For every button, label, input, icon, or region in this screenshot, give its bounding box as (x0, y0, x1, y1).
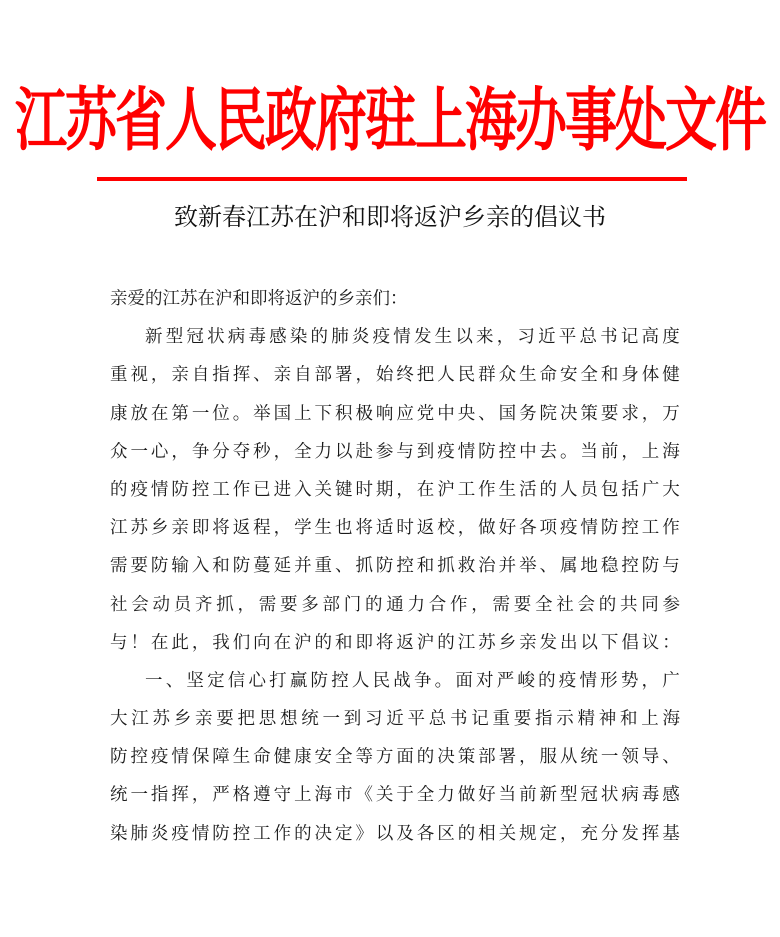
body-line: 新 型 冠 状 病 毒 感 染 的 肺 炎 疫 情 发 生 以 来 ， 习 近 平 总 书 记 高 度 (145, 327, 680, 348)
body-line: 众 一 心 ， 争 分 夺 秒 ， 全 力 以 赴 参 与 到 疫 情 防 控 中 去 。 当 前 ， 上 海 (110, 441, 680, 462)
body-line: 染 肺 炎 疫 情 防 控 工 作 的 决 定 》 以 及 各 区 的 相 关 规 定 ， 充 分 发 挥 基 (110, 823, 680, 844)
body-line: 一 、 坚 定 信 心 打 赢 防 控 人 民 战 争 。 面 对 严 峻 的 疫 情 形 势 ， 广 (145, 670, 680, 691)
body-line: 康 放 在 第 一 位 。 举 国 上 下 积 极 响 应 党 中 央 、 国 务 院 决 策 要 求 ， 万 (110, 403, 680, 424)
body-line: 江 苏 乡 亲 即 将 返 程 ， 学 生 也 将 适 时 返 校 ， 做 好 各 项 疫 情 防 控 工 作 (110, 518, 680, 539)
red-header-rule (97, 177, 687, 181)
body-line: 防 控 疫 情 保 障 生 命 健 康 安 全 等 方 面 的 决 策 部 署 ， 服 从 统 一 领 导 、 (110, 747, 680, 768)
document-title: 致新春江苏在沪和即将返沪乡亲的倡议书 (174, 203, 606, 231)
body-line: 大 江 苏 乡 亲 要 把 思 想 统 一 到 习 近 平 总 书 记 重 要 指 示 精 神 和 上 海 (110, 709, 680, 730)
body-line: 统 一 指 挥 ， 严 格 遵 守 上 海 市 《 关 于 全 力 做 好 当 前 新 型 冠 状 病 毒 感 (110, 785, 680, 806)
body-line: 与 ！ 在 此 ， 我 们 向 在 沪 的 和 即 将 返 沪 的 江 苏 乡 亲 发 出 以 下 倡 议 ： (110, 632, 680, 653)
masthead (15, 66, 766, 162)
masthead-title: 江苏省人民政府驻上海办事处文件 (15, 81, 766, 161)
salutation (110, 280, 680, 318)
body-line: 需 要 防 输 入 和 防 蔓 延 并 重 、 抓 防 控 和 抓 救 治 并 举 、 属 地 稳 控 防 与 (110, 556, 680, 577)
document-body (110, 280, 680, 853)
salutation-text: 亲爱的江苏在沪和即将返沪的乡亲们： (110, 289, 408, 309)
body-line: 重 视 ， 亲 自 指 挥 、 亲 自 部 署 ， 始 终 把 人 民 群 众 生 命 安 全 和 身 体 健 (110, 365, 680, 386)
body-line: 社 会 动 员 齐 抓 ， 需 要 多 部 门 的 通 力 合 作 ， 需 要 全 社 会 的 共 同 参 (110, 594, 680, 615)
body-line: 的 疫 情 防 控 工 作 已 进 入 关 键 时 期 ， 在 沪 工 作 生 活 的 人 员 包 括 广 大 (110, 479, 680, 500)
